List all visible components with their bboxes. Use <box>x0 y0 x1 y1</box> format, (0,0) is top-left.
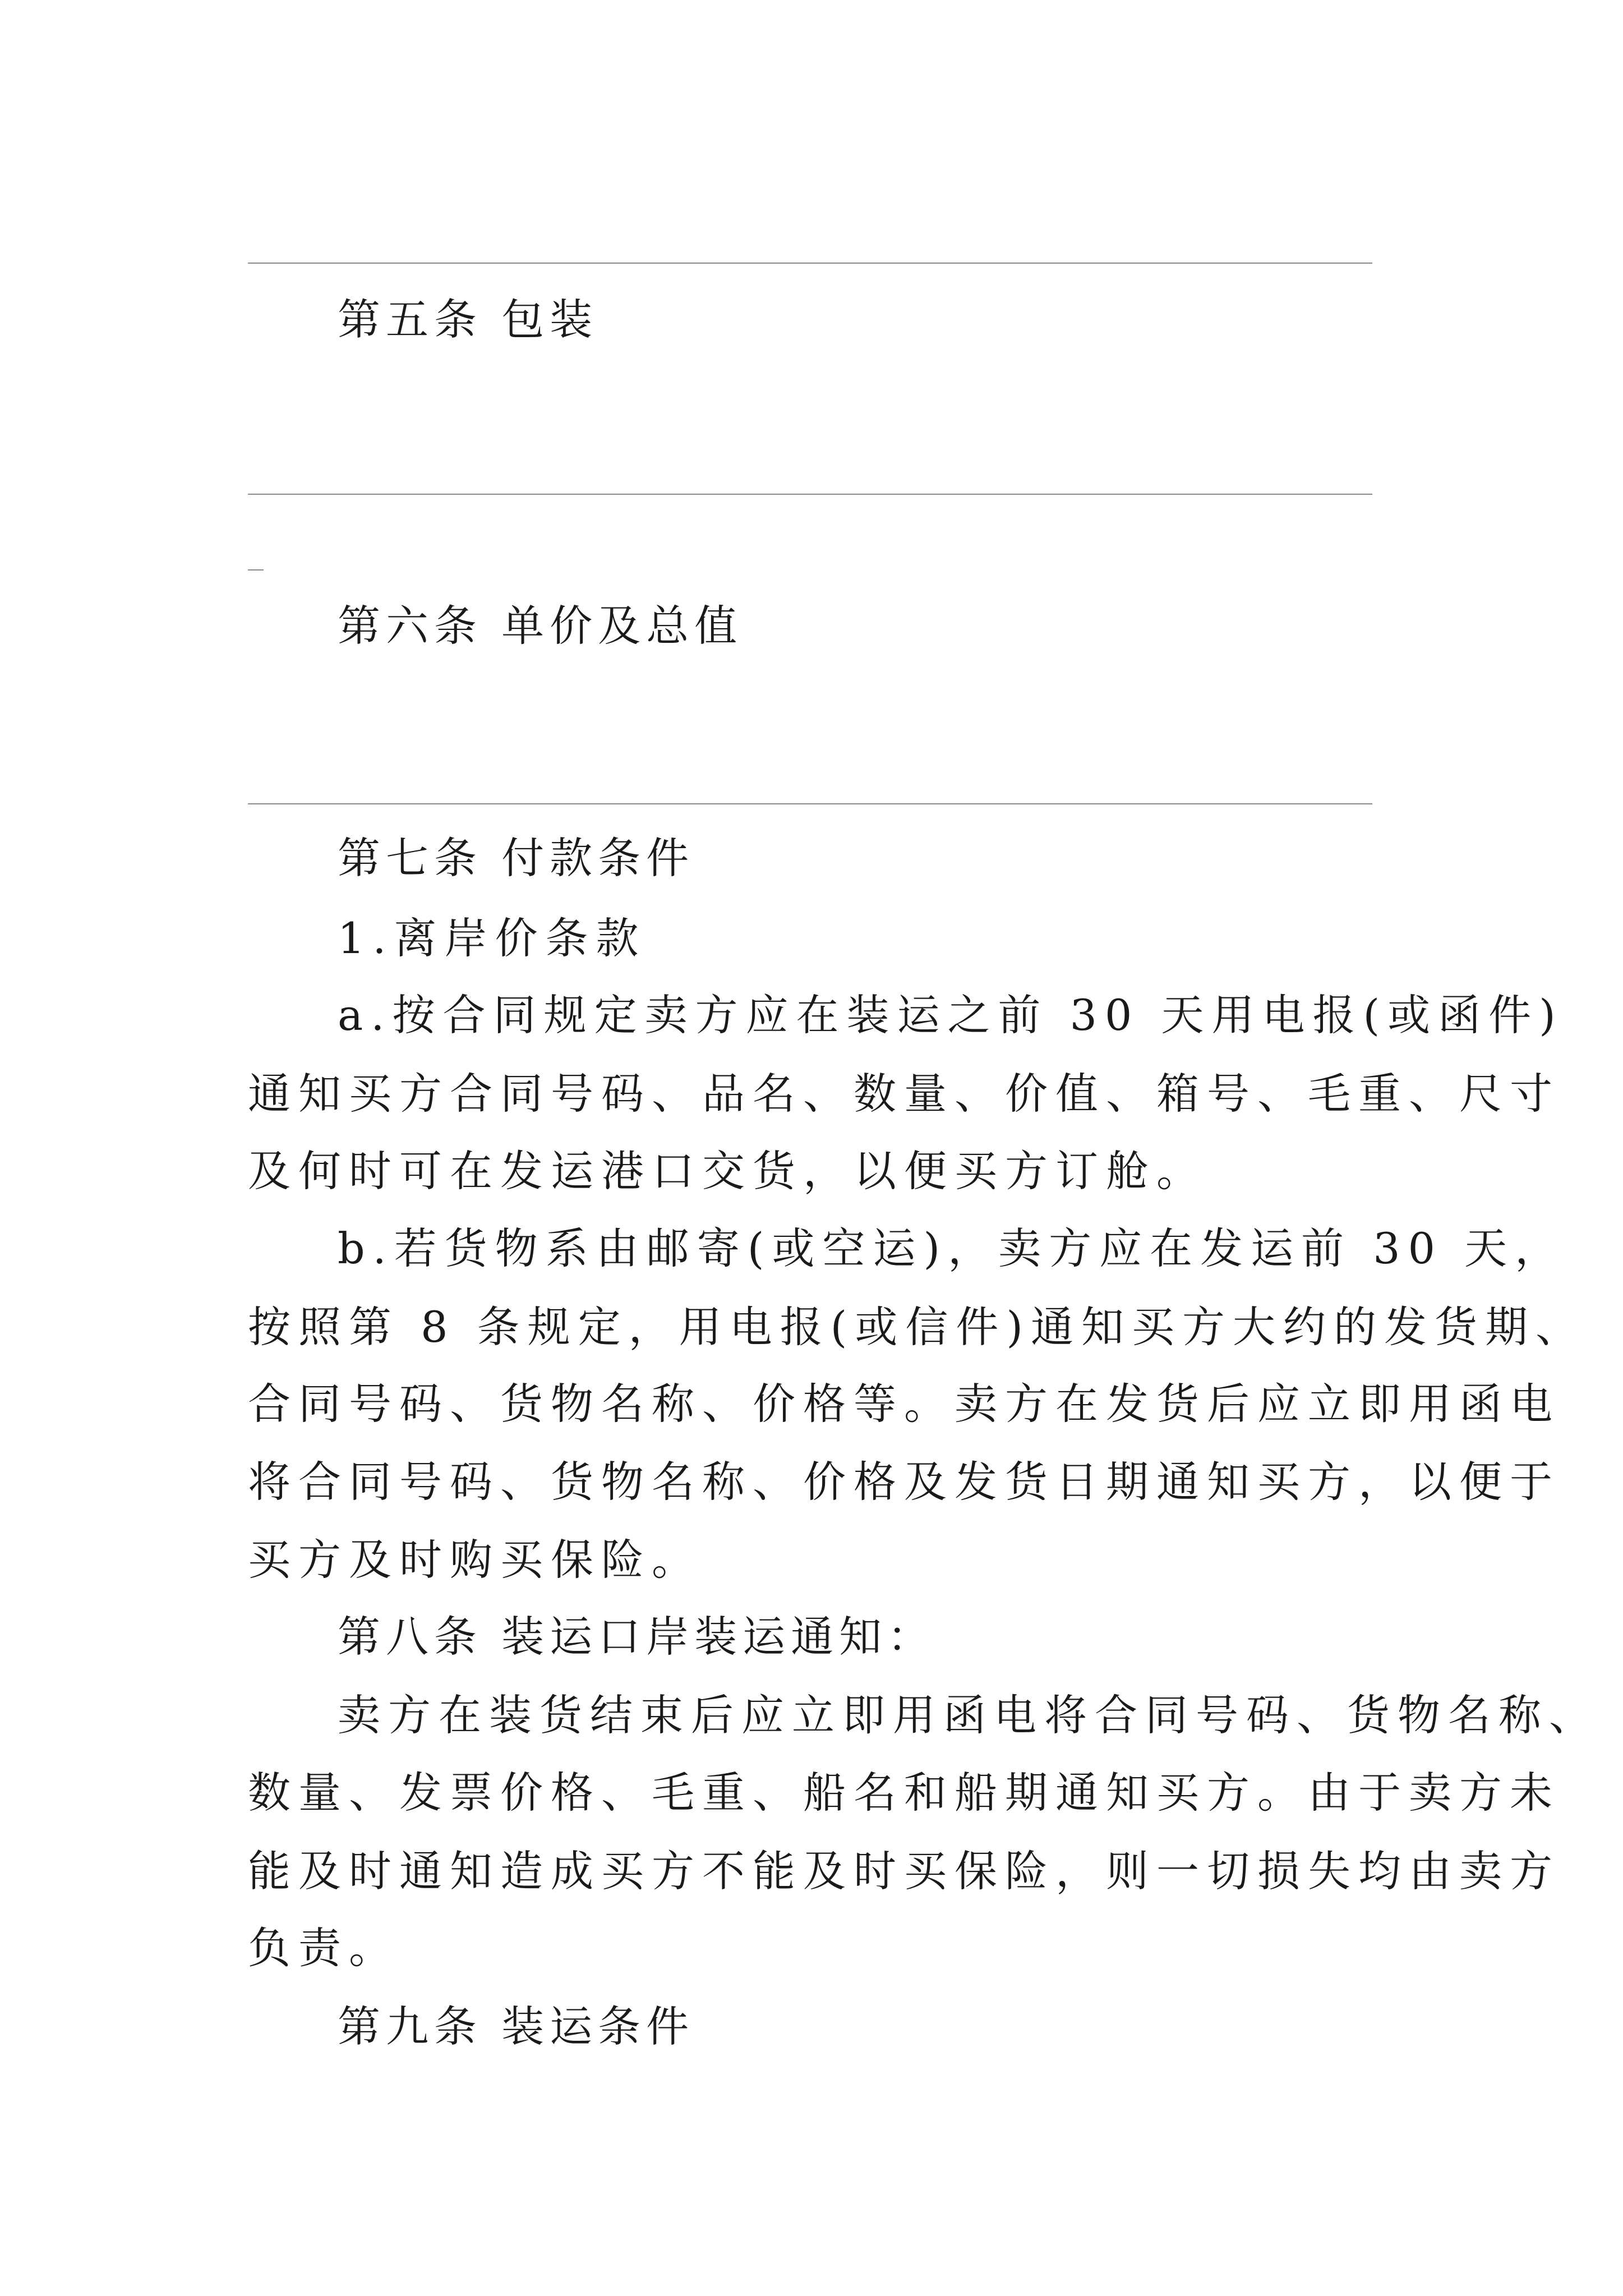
blank-fill-line-end <box>248 569 264 570</box>
item-b-line-4: 将合同号码、货物名称、价格及发货日期通知买方，以便于 <box>248 1457 1560 1507</box>
item-b-line-1: b.若货物系由邮寄(或空运)，卖方应在发运前 30 天， <box>338 1223 1566 1273</box>
article-8-line-4: 负责。 <box>248 1923 399 1973</box>
blank-fill-line <box>248 803 1372 804</box>
item-b-line-3: 合同号码、货物名称、价格等。卖方在发货后应立即用函电 <box>248 1379 1560 1429</box>
item-b-line-5: 买方及时购买保险。 <box>248 1535 702 1585</box>
article-8-line-3: 能及时通知造成买方不能及时买保险，则一切损失均由卖方 <box>248 1846 1560 1896</box>
article-5-heading: 第五条 包装 <box>338 295 598 344</box>
article-7-heading: 第七条 付款条件 <box>338 833 695 883</box>
item-a-line-1: a.按合同规定卖方应在装运之前 30 天用电报(或函件) <box>338 990 1564 1040</box>
article-8-heading: 第八条 装运口岸装运通知： <box>338 1612 936 1662</box>
article-9-heading: 第九条 装运条件 <box>338 2001 695 2051</box>
article-6-heading: 第六条 单价及总值 <box>338 601 743 651</box>
clause-1-title: 1.离岸价条款 <box>338 913 647 963</box>
blank-fill-line <box>248 494 1372 495</box>
article-8-line-2: 数量、发票价格、毛重、船名和船期通知买方。由于卖方未 <box>248 1768 1560 1818</box>
item-a-line-2: 通知买方合同号码、品名、数量、价值、箱号、毛重、尺寸 <box>248 1069 1560 1119</box>
item-a-line-3: 及何时可在发运港口交货，以便买方订舱。 <box>248 1146 1207 1196</box>
article-8-line-1: 卖方在装货结束后应立即用函电将合同号码、货物名称、 <box>338 1690 1599 1740</box>
item-b-line-2: 按照第 8 条规定，用电报(或信件)通知买方大约的发货期、 <box>248 1302 1586 1352</box>
blank-fill-line <box>248 263 1372 264</box>
